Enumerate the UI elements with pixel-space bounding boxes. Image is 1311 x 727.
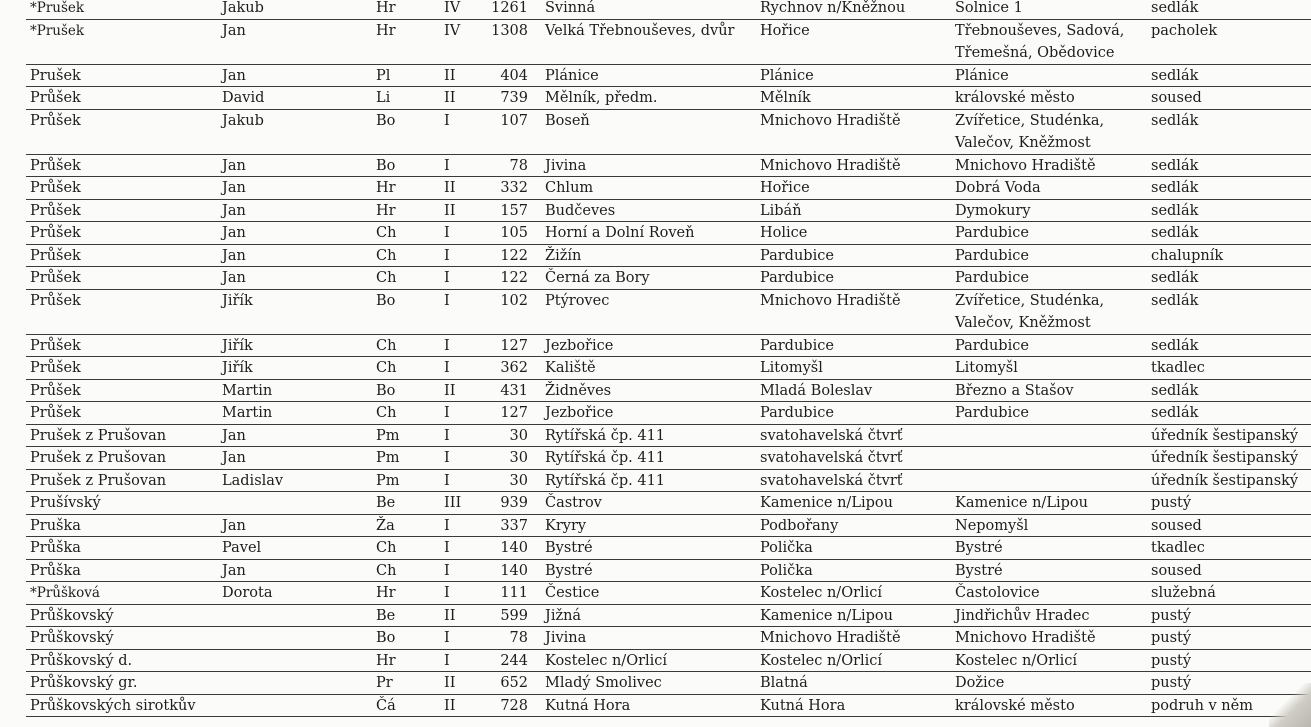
parish-cell: Valečov, Kněžmost	[955, 135, 1091, 151]
status-cell: pustý	[1151, 495, 1192, 511]
number-cell: 337	[500, 517, 528, 534]
parish-cell: Mnichovo Hradiště	[955, 630, 1096, 646]
estate-cell: Mnichovo Hradiště	[760, 630, 901, 646]
given-name-cell: Jan	[222, 180, 246, 196]
given-name-cell: Jan	[222, 427, 246, 444]
parish-cell: Jindřichův Hradec	[955, 607, 1090, 624]
table-row	[0, 65, 1311, 88]
given-name-cell: Jan	[222, 157, 246, 174]
volume-cell: I	[444, 112, 450, 129]
status-cell: podruh v něm	[1151, 697, 1253, 714]
given-name-cell: Jiřík	[222, 337, 253, 354]
surname-cell: *Prušek	[30, 22, 85, 39]
volume-cell: I	[444, 652, 450, 669]
region-code-cell: Ch	[376, 337, 397, 354]
table-row	[0, 290, 1311, 335]
given-name-cell: Jakub	[222, 112, 264, 129]
number-cell: 122	[500, 270, 528, 286]
table-row	[0, 425, 1311, 448]
given-name-cell: Jan	[222, 562, 246, 579]
table-row	[0, 110, 1311, 155]
surname-cell: Průšek	[30, 337, 81, 354]
number-cell: 140	[500, 540, 528, 556]
number-cell: 362	[500, 360, 528, 376]
number-cell: 157	[500, 202, 528, 219]
table-row	[0, 695, 1311, 718]
parish-cell: Litomyšl	[955, 360, 1018, 376]
given-name-cell: Jan	[222, 450, 246, 466]
volume-cell: I	[444, 450, 450, 466]
table-row	[0, 200, 1311, 223]
parish-cell: Častolovice	[955, 585, 1040, 601]
region-code-cell: Pm	[376, 450, 400, 466]
status-cell: pustý	[1151, 652, 1192, 669]
status-cell: chalupník	[1151, 247, 1224, 264]
surname-cell: Průška	[30, 562, 81, 579]
number-cell: 78	[509, 630, 528, 646]
given-name-cell: Jan	[222, 517, 246, 534]
status-cell: sedlák	[1151, 202, 1199, 219]
estate-cell: Mnichovo Hradiště	[760, 292, 901, 309]
number-cell: 652	[500, 675, 528, 691]
parish-cell: královské město	[955, 90, 1075, 106]
table-row	[0, 155, 1311, 178]
status-cell: pustý	[1151, 630, 1192, 646]
surname-cell: Průšek	[30, 270, 81, 286]
volume-cell: I	[444, 157, 450, 174]
surname-cell: Průškovský	[30, 630, 114, 646]
volume-cell: I	[444, 360, 450, 376]
estate-cell: Blatná	[760, 675, 808, 691]
given-name-cell: Jan	[222, 270, 246, 286]
parish-cell: Dobrá Voda	[955, 180, 1041, 196]
volume-cell: I	[444, 427, 450, 444]
surname-cell: *Prušek	[30, 0, 85, 16]
volume-cell: IV	[444, 0, 461, 16]
surname-cell: Prušek z Prušovan	[30, 427, 167, 444]
table-row	[0, 672, 1311, 695]
table-row	[0, 650, 1311, 673]
given-name-cell: David	[222, 90, 265, 106]
table-row	[0, 537, 1311, 560]
volume-cell: I	[444, 585, 450, 601]
table-row	[0, 447, 1311, 470]
status-cell: služebná	[1151, 585, 1216, 601]
status-cell: sedlák	[1151, 405, 1199, 421]
given-name-cell: Jan	[222, 202, 246, 219]
region-code-cell: Pm	[376, 472, 400, 489]
estate-cell: Plánice	[760, 67, 814, 84]
number-cell: 140	[500, 562, 528, 579]
volume-cell: I	[444, 337, 450, 354]
parish-cell: Mnichovo Hradiště	[955, 157, 1096, 174]
place-cell: Ptýrovec	[545, 292, 610, 309]
estate-cell: Kamenice n/Lipou	[760, 495, 893, 511]
place-cell: Budčeves	[545, 202, 616, 219]
place-cell: Častrov	[545, 495, 602, 511]
volume-cell: I	[444, 247, 450, 264]
region-code-cell: Be	[376, 495, 396, 511]
surname-cell: Průškovský	[30, 607, 114, 624]
status-cell: soused	[1151, 90, 1202, 106]
volume-cell: II	[444, 180, 456, 196]
status-cell: úředník šestipanský	[1151, 427, 1299, 444]
place-cell: Jezbořice	[545, 405, 614, 421]
status-cell: sedlák	[1151, 180, 1199, 196]
volume-cell: I	[444, 225, 450, 241]
estate-cell: Kamenice n/Lipou	[760, 607, 893, 624]
status-cell: tkadlec	[1151, 540, 1205, 556]
estate-cell: Hořice	[760, 180, 810, 196]
parish-cell: královské město	[955, 697, 1075, 714]
status-cell: pacholek	[1151, 22, 1218, 39]
surname-cell: *Průšková	[30, 585, 100, 601]
surname-cell: Průšek	[30, 382, 81, 399]
region-code-cell: Hr	[376, 585, 396, 601]
status-cell: úředník šestipanský	[1151, 450, 1299, 466]
parish-cell: Valečov, Kněžmost	[955, 315, 1091, 331]
table-row	[0, 492, 1311, 515]
surname-cell: Prušívský	[30, 495, 101, 511]
estate-cell: Holice	[760, 225, 808, 241]
estate-cell: Kutná Hora	[760, 697, 846, 714]
region-code-cell: Ch	[376, 405, 397, 421]
place-cell: Velká Třebnouševes, dvůr	[545, 22, 735, 39]
volume-cell: I	[444, 630, 450, 646]
number-cell: 404	[500, 67, 528, 84]
region-code-cell: Pl	[376, 67, 391, 84]
table-row	[0, 335, 1311, 358]
table-row	[0, 20, 1311, 65]
place-cell: Žižín	[545, 247, 582, 264]
number-cell: 122	[500, 247, 528, 264]
parish-cell: Solnice 1	[955, 0, 1023, 16]
surname-cell: Průška	[30, 540, 81, 556]
region-code-cell: Bo	[376, 382, 396, 399]
parish-cell: Plánice	[955, 67, 1009, 84]
number-cell: 127	[500, 337, 528, 354]
surname-cell: Průšek	[30, 225, 81, 241]
estate-cell: Pardubice	[760, 270, 834, 286]
number-cell: 1261	[491, 0, 528, 16]
region-code-cell: Bo	[376, 630, 396, 646]
status-cell: sedlák	[1151, 270, 1199, 286]
surname-cell: Průšek	[30, 292, 81, 309]
table-row	[0, 402, 1311, 425]
volume-cell: I	[444, 292, 450, 309]
surname-cell: Průšek	[30, 112, 81, 129]
status-cell: sedlák	[1151, 67, 1199, 84]
status-cell: sedlák	[1151, 225, 1199, 241]
volume-cell: III	[444, 495, 462, 511]
table-row	[0, 222, 1311, 245]
parish-cell: Dymokury	[955, 202, 1031, 219]
number-cell: 30	[509, 472, 528, 489]
region-code-cell: Ch	[376, 270, 397, 286]
number-cell: 739	[500, 90, 528, 106]
region-code-cell: Pr	[376, 675, 393, 691]
number-cell: 30	[509, 427, 528, 444]
status-cell: sedlák	[1151, 292, 1199, 309]
place-cell: Plánice	[545, 67, 599, 84]
place-cell: Jivina	[545, 630, 587, 646]
place-cell: Čestice	[545, 585, 600, 601]
parish-cell: Třemešná, Obědovice	[955, 45, 1115, 61]
region-code-cell: Bo	[376, 292, 396, 309]
given-name-cell: Jiřík	[222, 292, 253, 309]
place-cell: Kaliště	[545, 360, 596, 376]
estate-cell: svatohavelská čtvrť	[760, 472, 903, 489]
number-cell: 939	[500, 495, 528, 511]
estate-cell: Pardubice	[760, 247, 834, 264]
table-row	[0, 470, 1311, 493]
given-name-cell: Martin	[222, 405, 273, 421]
region-code-cell: Hr	[376, 652, 396, 669]
status-cell: sedlák	[1151, 337, 1199, 354]
parish-cell: Pardubice	[955, 270, 1029, 286]
table-row	[0, 627, 1311, 650]
estate-cell: Mnichovo Hradiště	[760, 112, 901, 129]
status-cell: soused	[1151, 517, 1202, 534]
status-cell: tkadlec	[1151, 360, 1205, 376]
surname-cell: Průškovský d.	[30, 652, 133, 669]
number-cell: 78	[509, 157, 528, 174]
estate-cell: Pardubice	[760, 337, 834, 354]
status-cell: sedlák	[1151, 0, 1199, 16]
number-cell: 431	[500, 382, 528, 399]
place-cell: Židněves	[545, 382, 612, 399]
given-name-cell: Ladislav	[222, 472, 284, 489]
status-cell: úředník šestipanský	[1151, 472, 1299, 489]
table-row	[0, 515, 1311, 538]
volume-cell: II	[444, 202, 456, 219]
parish-cell: Nepomyšl	[955, 517, 1029, 534]
status-cell: pustý	[1151, 607, 1192, 624]
estate-cell: svatohavelská čtvrť	[760, 427, 903, 444]
table-row	[0, 605, 1311, 628]
region-code-cell: Be	[376, 607, 396, 624]
surname-cell: Prušek z Prušovan	[30, 472, 167, 489]
estate-cell: svatohavelská čtvrť	[760, 450, 903, 466]
place-cell: Jižná	[545, 607, 582, 624]
number-cell: 107	[500, 112, 528, 129]
volume-cell: II	[444, 675, 456, 691]
status-cell: sedlák	[1151, 157, 1199, 174]
place-cell: Jivina	[545, 157, 587, 174]
volume-cell: II	[444, 382, 456, 399]
parish-cell: Pardubice	[955, 337, 1029, 354]
table-row	[0, 560, 1311, 583]
status-cell: soused	[1151, 562, 1202, 579]
place-cell: Rytířská čp. 411	[545, 472, 666, 489]
place-cell: Jezbořice	[545, 337, 614, 354]
table-row	[0, 267, 1311, 290]
parish-cell: Kostelec n/Orlicí	[955, 652, 1078, 669]
region-code-cell: Ch	[376, 360, 397, 376]
number-cell: 105	[500, 225, 528, 241]
estate-cell: Podbořany	[760, 517, 839, 534]
surname-cell: Průšek	[30, 247, 81, 264]
number-cell: 332	[500, 180, 528, 196]
surname-cell: Průškovský gr.	[30, 675, 138, 691]
page-corner-shadow	[1269, 683, 1311, 727]
volume-cell: I	[444, 562, 450, 579]
given-name-cell: Jan	[222, 225, 246, 241]
volume-cell: II	[444, 607, 456, 624]
status-cell: pustý	[1151, 675, 1192, 691]
given-name-cell: Dorota	[222, 585, 273, 601]
number-cell: 30	[509, 450, 528, 466]
volume-cell: I	[444, 472, 450, 489]
estate-cell: Polička	[760, 562, 813, 579]
region-code-cell: Ža	[376, 517, 395, 534]
given-name-cell: Jiřík	[222, 360, 253, 376]
given-name-cell: Jan	[222, 67, 246, 84]
estate-cell: Kostelec n/Orlicí	[760, 585, 883, 601]
region-code-cell: Li	[376, 90, 391, 106]
estate-cell: Hořice	[760, 22, 810, 39]
table-row	[0, 380, 1311, 403]
region-code-cell: Ch	[376, 225, 397, 241]
table-row	[0, 87, 1311, 110]
parish-cell: Bystré	[955, 562, 1003, 579]
table-row	[0, 582, 1311, 605]
given-name-cell: Jakub	[222, 0, 264, 16]
parish-cell: Dožice	[955, 675, 1005, 691]
place-cell: Rytířská čp. 411	[545, 427, 666, 444]
region-code-cell: Bo	[376, 157, 396, 174]
surname-cell: Průšek	[30, 202, 81, 219]
given-name-cell: Martin	[222, 382, 273, 399]
surname-cell: Průškovských sirotkův	[30, 697, 196, 714]
estate-cell: Mnichovo Hradiště	[760, 157, 901, 174]
parish-cell: Březno a Stašov	[955, 382, 1074, 399]
given-name-cell: Jan	[222, 22, 246, 39]
estate-cell: Pardubice	[760, 405, 834, 421]
region-code-cell: Bo	[376, 112, 396, 129]
estate-cell: Mladá Boleslav	[760, 382, 873, 399]
parish-cell: Bystré	[955, 540, 1003, 556]
volume-cell: II	[444, 697, 456, 714]
place-cell: Mladý Smolivec	[545, 675, 662, 691]
region-code-cell: Hr	[376, 202, 396, 219]
given-name-cell: Pavel	[222, 540, 262, 556]
surname-cell: Průšek	[30, 360, 81, 376]
number-cell: 1308	[491, 22, 528, 39]
place-cell: Kutná Hora	[545, 697, 631, 714]
region-code-cell: Ch	[376, 562, 397, 579]
number-cell: 111	[500, 585, 528, 601]
number-cell: 599	[500, 607, 528, 624]
estate-cell: Kostelec n/Orlicí	[760, 652, 883, 669]
place-cell: Chlum	[545, 180, 594, 196]
volume-cell: IV	[444, 22, 461, 39]
estate-cell: Mělník	[760, 90, 811, 106]
place-cell: Boseň	[545, 112, 590, 129]
number-cell: 244	[500, 652, 528, 669]
table-row	[0, 245, 1311, 268]
place-cell: Černá za Bory	[545, 270, 650, 286]
parish-cell: Třebnouševes, Sadová,	[955, 22, 1125, 39]
place-cell: Bystré	[545, 540, 593, 556]
place-cell: Bystré	[545, 562, 593, 579]
table-row	[0, 0, 1311, 20]
parish-cell: Pardubice	[955, 247, 1029, 264]
estate-cell: Rychnov n/Kněžnou	[760, 0, 906, 16]
volume-cell: I	[444, 405, 450, 421]
surname-cell: Pruška	[30, 517, 81, 534]
parish-cell: Pardubice	[955, 405, 1029, 421]
place-cell: Mělník, předm.	[545, 90, 658, 106]
region-code-cell: Ch	[376, 540, 397, 556]
region-code-cell: Hr	[376, 180, 396, 196]
status-cell: sedlák	[1151, 112, 1199, 129]
place-cell: Rytířská čp. 411	[545, 450, 666, 466]
place-cell: Horní a Dolní Roveň	[545, 225, 695, 241]
estate-cell: Litomyšl	[760, 360, 823, 376]
number-cell: 728	[500, 697, 528, 714]
parish-cell: Pardubice	[955, 225, 1029, 241]
surname-cell: Průšek	[30, 180, 81, 196]
estate-cell: Libáň	[760, 202, 802, 219]
volume-cell: II	[444, 67, 456, 84]
table-row	[0, 177, 1311, 200]
number-cell: 102	[500, 292, 528, 309]
place-cell: Kryry	[545, 517, 587, 534]
number-cell: 127	[500, 405, 528, 421]
given-name-cell: Jan	[222, 247, 246, 264]
volume-cell: I	[444, 540, 450, 556]
place-cell: Kostelec n/Orlicí	[545, 652, 668, 669]
volume-cell: I	[444, 517, 450, 534]
region-code-cell: Hr	[376, 22, 396, 39]
volume-cell: I	[444, 270, 450, 286]
status-cell: sedlák	[1151, 382, 1199, 399]
place-cell: Svinná	[545, 0, 596, 16]
row-divider	[26, 716, 1311, 717]
surname-cell: Prušek z Prušovan	[30, 450, 167, 466]
surname-cell: Průšek	[30, 90, 81, 106]
volume-cell: II	[444, 90, 456, 106]
surname-cell: Průšek	[30, 405, 81, 421]
region-code-cell: Ch	[376, 247, 397, 264]
parish-cell: Kamenice n/Lipou	[955, 495, 1088, 511]
parish-cell: Zvířetice, Studénka,	[955, 112, 1105, 129]
table-row	[0, 357, 1311, 380]
region-code-cell: Pm	[376, 427, 400, 444]
estate-cell: Polička	[760, 540, 813, 556]
region-code-cell: Čá	[376, 697, 396, 714]
parish-cell: Zvířetice, Studénka,	[955, 292, 1105, 309]
region-code-cell: Hr	[376, 0, 396, 16]
surname-cell: Prušek	[30, 67, 81, 84]
surname-cell: Průšek	[30, 157, 81, 174]
